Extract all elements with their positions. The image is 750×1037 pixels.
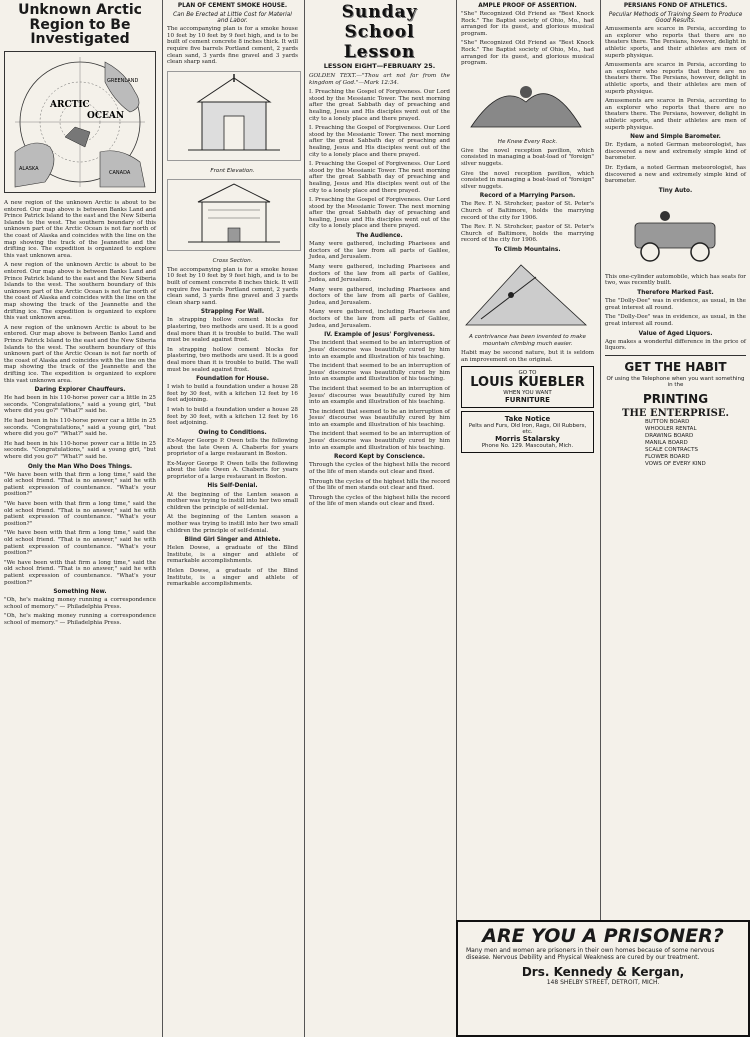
does-things-body-3: "We have been with that firm a long time," said the old school friend. "That is no answer," said he with patient expression of countenance. "What's your position?"	[4, 530, 156, 557]
strapping-heading: Strapping For Wall.	[200, 309, 265, 316]
lesson-subheading: LESSON EIGHT—FEBRUARY 25.	[323, 62, 436, 70]
kuebler-ad	[461, 366, 594, 408]
rock-caption: He Knew Every Rock.	[497, 138, 558, 145]
blind-singer-body-2: Helen Dowse, a graduate of the Blind Institute, is a singer and athlete of remarkable accomplishments.	[167, 567, 298, 588]
list-item: DRAWING BOARD	[645, 432, 694, 439]
record-conscience-heading: Record Kept by Conscience.	[334, 454, 425, 461]
column-2	[162, 0, 302, 1037]
smokehouse-heading: PLAN OF CEMENT SMOKE HOUSE.	[177, 3, 288, 9]
self-denial-body: At the beginning of the Lenten season a mother was trying to instill into her two small children the principle of self-denial.	[167, 491, 298, 511]
marrying-parson-body: The Rev. F. N. Strohcker, pastor of St. Peter's Church of Baltimore, holds the marrying record of the city for 1906.	[461, 201, 594, 221]
something-new-heading: Something New.	[53, 589, 107, 596]
example-heading: IV. Example of Jesus' Forgiveness.	[324, 332, 435, 339]
audience-body-2: Many were gathered, including Pharisees and doctors of the law from all parts of Galilee, Judea, and Jerusalem.	[309, 263, 450, 284]
marrying-parson-body-2: The Rev. F. N. Strohcker, pastor of St. Peter's Church of Baltimore, holds the marrying record of the city for 1906.	[461, 224, 594, 244]
aged-liquors-body: Age makes a wonderful difference in the price of liquors.	[605, 338, 746, 352]
persians-subheading: Peculiar Methods of Training Seem to Produce Good Results.	[608, 12, 743, 25]
aged-liquors-heading: Value of Aged Liquors.	[638, 330, 713, 337]
kuebler-item: FURNITURE	[505, 396, 550, 405]
list-item: VOWS OF EVERY KIND	[645, 460, 706, 467]
smokehouse-body: The accompanying plan is for a smoke house 10 feet by 10 feet by 9 feet high, and is to be built of cement concrete 8 inches thick. It will require five barrels Portland cement, 2 yards clean sand, 3 yards fine gravel and 3 yards clean sharp sand.	[167, 26, 298, 66]
persians-body-3: Amusements are scarce in Persia, according to an explorer who reports that there are no theaters there. The Persians, however, delight in athletic sports, and their athletes are men of superb physique.	[605, 98, 746, 131]
example-body-5: The incident that seemed to be an interruption of Jesus' discourse was beautifully cured by him into an example and illustration of his teaching.	[309, 431, 450, 451]
printing-title: PRINTING	[642, 391, 709, 406]
tiny-auto-heading: Tiny Auto.	[658, 187, 693, 194]
record-conscience-body-2: Through the cycles of the highest hills the record of the life of men stands out clear and fixed.	[309, 478, 450, 492]
audience-body-4: Many were gathered, including Pharisees and doctors of the law from all parts of Galilee, Judea, and Jerusalem.	[309, 309, 450, 329]
conditions-body-2: Ex-Mayor George P. Owen tells the following about the late Owen A. Chaberts for years proprietor of a large restaurant in Boston.	[167, 460, 298, 480]
arctic-headline: Unknown Arctic Region to Be Investigated	[18, 2, 142, 48]
column-1	[0, 0, 160, 1037]
self-denial-body-2: At the beginning of the Lenten season a mother was trying to instill into her two small children the principle of self-denial.	[167, 514, 298, 534]
kuebler-goto: GO TO	[518, 370, 537, 377]
golden-text: GOLDEN TEXT.—"Thou art not far from the kingdom of God."—Mark 12:34.	[309, 73, 450, 86]
tiny-auto-body: This one-cylinder automobile, which has seats for two, was recently built.	[605, 273, 746, 287]
front-elevation-drawing	[167, 71, 301, 161]
list-item: MANILA BOARD	[645, 439, 688, 446]
chauffeurs-body: He had been in his 110-horse power car a little in 25 seconds. "Congratulations," said a young girl, "but where did you go?" "What?" said he.	[4, 395, 156, 415]
get-habit-title: GET THE HABIT	[624, 359, 727, 374]
persians-body-2: Amusements are scarce in Persia, according to an explorer who reports that there are no theaters there. The Persians, however, delight in athletic sports, and their athletes are men of superb physique.	[605, 62, 746, 95]
habit-body: Habit may be second nature, but it is seldom an improvement on the original.	[461, 350, 594, 363]
lesson-body: I. Preaching the Gospel of Forgiveness. Our Lord stood by the Messianic Tower. The next morning after the great Sabbath day of preaching and healing, Jesus and His disciples went out of the city to a lonely place and there prayed.	[309, 89, 450, 122]
ample-proof-body-2: "She" Recognized Old Friend as "Best Knock Rock." The Baptist society of Ohio, Mo., had arranged for its guest, and glorious musical program.	[461, 40, 594, 67]
foundation-heading: Foundation for House.	[196, 376, 269, 383]
stalarsky-firm: Morris Stalarsky	[495, 435, 560, 444]
column-4	[456, 0, 598, 1037]
something-new-body-2: "Oh, he's making money running a correspondence school of memory." — Philadelphia Press.	[4, 613, 156, 626]
barometer-heading: New and Simple Barometer.	[630, 134, 721, 141]
map-label-arctic: ARCTIC	[50, 100, 90, 111]
ample-proof-body: "She" Recognized Old Friend as "Best Knock Rock." The Baptist society of Ohio, Mo., had arranged for its guest, and glorious musical program.	[461, 11, 594, 37]
conditions-heading: Owing to Conditions.	[198, 429, 267, 436]
blind-singer-heading: Blind Girl Singer and Athlete.	[184, 537, 281, 544]
marrying-parson-heading: Record of a Marrying Parson.	[479, 193, 576, 200]
map-label-alaska: ALASKA	[19, 166, 39, 173]
lesson-body-4: I. Preaching the Gospel of Forgiveness. Our Lord stood by the Messianic Tower. The next morning after the great Sabbath day of preaching and healing, Jesus and His disciples went out of the city to a lonely place and there prayed.	[309, 197, 450, 230]
arctic-body-filler: A new region of the unknown Arctic is about to be entered. Our map above is between Banks Land and Prince Patrick Island to the east and the New Siberia Islands to the west. The southern boundary of this unknown part of the Arctic Ocean is not far north of the coast of Alaska and coincides with the line on the map showing the track of the Jeannette and the drifting ice. The expedition is organized to explore this vast unknown area.	[4, 262, 156, 322]
rock-body-2: Give the novel reception pavilion, which consisted in managing a boat-load of "foreign" silver nuggets.	[461, 170, 594, 190]
conditions-body: Ex-Mayor George P. Owen tells the following about the late Owen A. Chaberts for years proprietor of a large restaurant in Boston.	[167, 437, 298, 458]
climb-caption: A contrivance has been invented to make mountain climbing much easier.	[468, 334, 586, 347]
strapping-body-2: In strapping hollow cement blocks for plastering, two methods are used. It is a good deal more than it is trouble to build. The wall must be sealed against frost.	[167, 346, 298, 373]
prisoner-ad	[456, 920, 750, 1037]
marked-fast-body: The "Dolly-Dee" was in evidence, as usual, in the great interest all round.	[605, 298, 746, 311]
strapping-body: In strapping hollow cement blocks for plastering, two methods are used. It is a good deal more than it is trouble to build. The wall must be sealed against frost.	[167, 317, 298, 344]
lesson-body-2: I. Preaching the Gospel of Forgiveness. Our Lord stood by the Messianic Tower. The next morning after the great Sabbath day of preaching and healing, Jesus and His disciples went out of the city to a lonely place and there prayed.	[309, 125, 450, 158]
persians-heading: PERSIANS FOND OF ATHLETICS.	[623, 3, 728, 9]
prisoner-address: 148 SHELBY STREET, DETROIT, MICH.	[546, 979, 660, 986]
column-3	[304, 0, 454, 1037]
sunday-school-title: Sunday School Lesson	[341, 2, 418, 62]
smokehouse-subheading: Can Be Erected at Little Cost for Material and Labor.	[173, 12, 292, 25]
climb-mountains-heading: To Climb Mountains.	[494, 247, 561, 254]
does-things-body-4: "We have been with that firm a long time," said the old school friend. "That is no answer," said he with patient expression of countenance. "What's your position?"	[4, 559, 156, 586]
tiny-auto-drawing	[605, 198, 745, 268]
stalarsky-notice: Take Notice	[504, 415, 551, 424]
blind-singer-body: Helen Dowse, a graduate of the Blind Institute, is a singer and athlete of remarkable accomplishments.	[167, 545, 298, 565]
prisoner-firm: Drs. Kennedy & Kergan,	[521, 965, 685, 979]
audience-heading: The Audience.	[356, 233, 403, 240]
mountain-climber-drawing	[461, 257, 591, 327]
stalarsky-phone: Phone No. 129. Mascoutah, Mich.	[481, 443, 574, 450]
example-body-2: The incident that seemed to be an interruption of Jesus' discourse was beautifully cured by him into an example and illustration of his teaching.	[309, 363, 450, 383]
marked-fast-body-2: The "Dolly-Dee" was in evidence, as usual, in the great interest all round.	[605, 314, 746, 327]
does-things-heading: Only the Man Who Does Things.	[27, 463, 133, 470]
printing-list	[605, 419, 746, 468]
chauffeurs-heading: Daring Explorer Chauffeurs.	[34, 387, 126, 394]
arctic-body: A new region of the unknown Arctic is about to be entered. Our map above is between Banks Land and Prince Patrick Island to the east and the New Siberia Islands to the west. The southern boundary of this unknown part of the Arctic Ocean is not far north of the coast of Alaska and coincides with the line on the map showing the track of the Jeannette and the drifting ice. The expedition is organized to explore this vast unknown area.	[4, 200, 156, 259]
barometer-body: Dr. Eydam, a noted German meteorologist, has discovered a new and extremely simple kind of barometer.	[605, 142, 746, 162]
smokehouse-body-2: The accompanying plan is for a smoke house 10 feet by 10 feet by 9 feet high, and is to be built of cement concrete 8 inches thick. It will require five barrels Portland cement, 2 yards clean sand, 3 yards fine gravel and 3 yards clean sharp sand.	[167, 266, 298, 306]
chauffeurs-body-3: He had been in his 110-horse power car a little in 25 seconds. "Congratulations," said a young girl, "but where did you go?" "What?" said he.	[4, 440, 156, 460]
list-item: SCALE CONTRACTS	[645, 446, 698, 453]
front-elevation-caption: Front Elevation.	[210, 167, 255, 174]
foundation-body: I wish to build a foundation under a house 28 feet by 30 feet, with a kitchen 12 feet by 16 feet adjoining.	[167, 384, 298, 404]
stalarsky-pay: Pelts and Furs, Old Iron, Rags, Oil Rubbers, etc.	[468, 423, 587, 436]
list-item: WHOOLER RENTAL	[645, 425, 697, 432]
rock-illustration	[461, 72, 591, 132]
persians-body: Amusements are scarce in Persia, according to an explorer who reports that there are no theaters there. The Persians, however, delight in athletic sports, and their athletes are men of superb physique.	[605, 26, 746, 59]
barometer-body-2: Dr. Eydam, a noted German meteorologist, has discovered a new and extremely simple kind of barometer.	[605, 165, 746, 185]
map-label-canada: CANADA	[109, 170, 131, 177]
lesson-body-3: I. Preaching the Gospel of Forgiveness. Our Lord stood by the Messianic Tower. The next morning after the great Sabbath day of preaching and healing, Jesus and His disciples went out of the city to a lonely place and there prayed.	[309, 161, 450, 194]
record-conscience-body: Through the cycles of the highest hills the record of the life of men stands out clear and fixed.	[309, 462, 450, 475]
map-label-greenland: GREENLAND	[107, 78, 139, 85]
example-body: The incident that seemed to be an interruption of Jesus' discourse was beautifully cured by him into an example and illustration of his teaching.	[309, 340, 450, 360]
ample-proof-heading: AMPLE PROOF OF ASSERTION.	[478, 3, 577, 9]
kuebler-sub: WHEN YOU WANT	[503, 390, 552, 397]
arctic-body-filler-2: A new region of the unknown Arctic is about to be entered. Our map above is between Banks Land and Prince Patrick Island to the east and the New Siberia Islands to the west. The southern boundary of this unknown part of the Arctic Ocean is not far north of the coast of Alaska and coincides with the line on the map showing the track of the Jeannette and the drifting ice. The expedition is organized to explore this vast unknown area.	[4, 324, 156, 384]
does-things-body: "We have been with that firm a long time," said the old school friend. "That is no answer," said he with patient expression of countenance. "What's your position?"	[4, 471, 156, 498]
get-habit-of: Of using the Telephone when you want something in the	[606, 375, 745, 388]
cross-section-caption: Cross Section.	[212, 257, 253, 264]
audience-body: Many were gathered, including Pharisees and doctors of the law from all parts of Galilee, Judea, and Jerusalem.	[309, 241, 450, 261]
audience-body-3: Many were gathered, including Pharisees and doctors of the law from all parts of Galilee, Judea, and Jerusalem.	[309, 286, 450, 306]
list-item: FLOWER BOARD	[645, 453, 690, 460]
record-conscience-body-3: Through the cycles of the highest hills the record of the life of men stands out clear and fixed.	[309, 494, 450, 508]
something-new-body: "Oh, he's making money running a correspondence school of memory." — Philadelphia Press.	[4, 597, 156, 610]
self-denial-heading: His Self-Denial.	[207, 483, 258, 490]
arctic-map	[4, 51, 156, 193]
kuebler-name: LOUIS KUEBLER	[470, 375, 585, 391]
rock-body: Give the novel reception pavilion, which consisted in managing a boat-load of "foreign" silver nuggets.	[461, 147, 594, 168]
example-body-4: The incident that seemed to be an interruption of Jesus' discourse was beautifully cured by him into an example and illustration of his teaching.	[309, 408, 450, 428]
example-body-3: The incident that seemed to be an interruption of Jesus' discourse was beautifully cured by him into an example and illustration of his teaching.	[309, 385, 450, 406]
does-things-body-2: "We have been with that firm a long time," said the old school friend. "That is no answer," said he with patient expression of countenance. "What's your position?"	[4, 500, 156, 527]
cross-section-drawing	[167, 179, 301, 251]
list-item: BUTTON BOARD	[645, 418, 690, 425]
column-5	[600, 0, 750, 1037]
prisoner-body: Many men and women are prisoners in their own homes because of some nervous disease. Nervous Debility and Physical Weakness are cured by our treatment.	[466, 947, 715, 961]
chauffeurs-body-2: He had been in his 110-horse power car a little in 25 seconds. "Congratulations," said a young girl, "but where did you go?" "What?" said he.	[4, 417, 156, 438]
prisoner-title: ARE YOU A PRISONER?	[482, 925, 724, 947]
foundation-body-2: I wish to build a foundation under a house 28 feet by 30 feet, with a kitchen 12 feet by 16 feet adjoining.	[167, 407, 298, 427]
enterprise-title: THE ENTERPRISE.	[622, 407, 729, 419]
stalarsky-ad	[461, 411, 594, 453]
map-label-ocean: OCEAN	[87, 111, 125, 122]
marked-fast-heading: Therefore Marked Fast.	[637, 290, 714, 297]
